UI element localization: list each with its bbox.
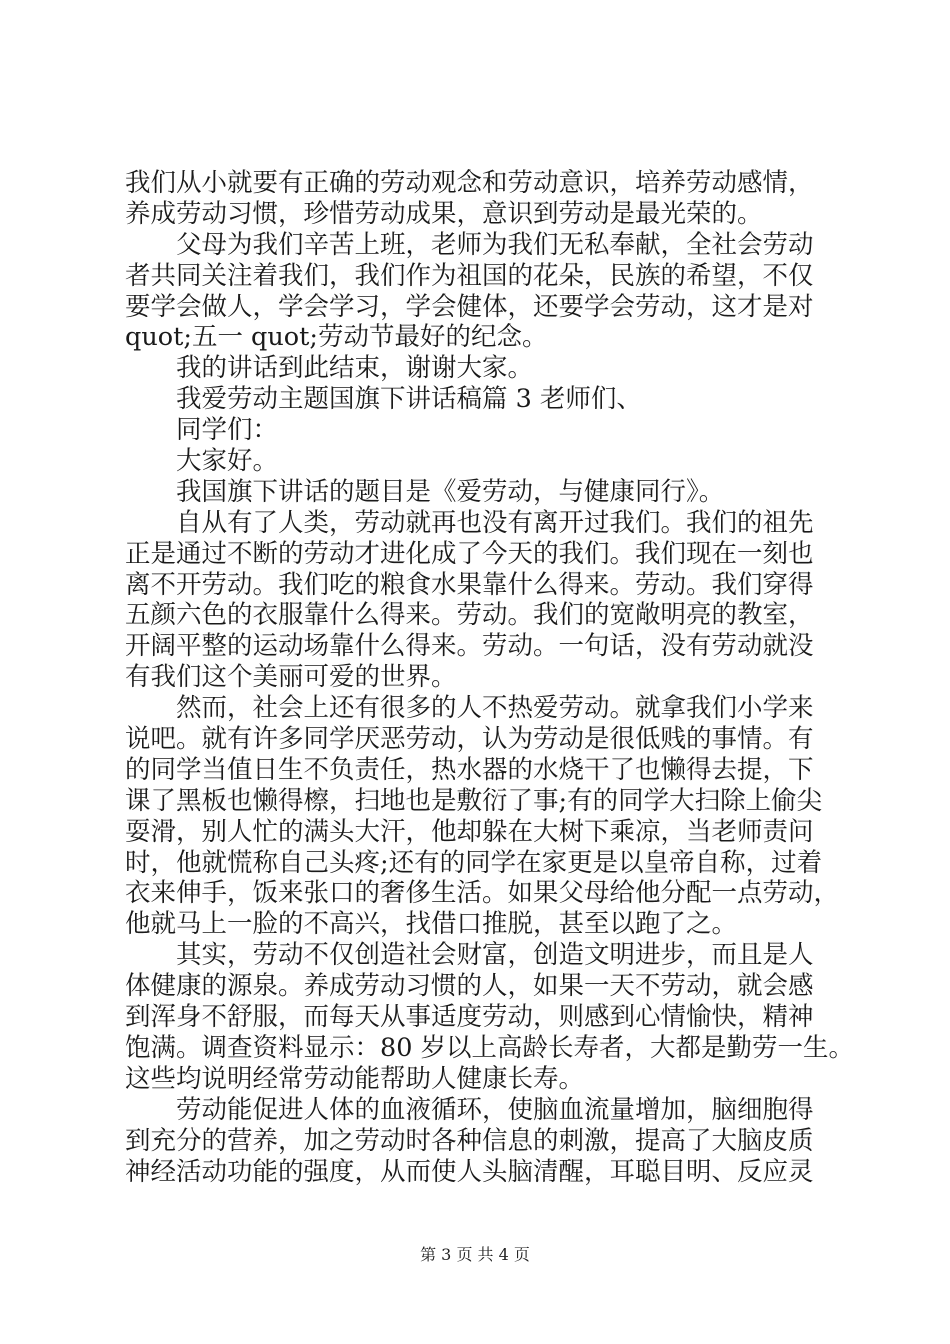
document-body <box>125 168 855 1187</box>
text-line: 神经活动功能的强度，从而使人头脑清醒，耳聪目明、反应灵 <box>125 1156 814 1187</box>
text-line: 其实，劳动不仅创造社会财富，创造文明进步，而且是人 <box>176 940 814 971</box>
text-line: 课了黑板也懒得檫，扫地也是敷衍了事;有的同学大扫除上偷尖 <box>125 785 823 816</box>
text-line: 时，他就慌称自己头疼;还有的同学在家更是以皇帝自称，过着 <box>125 847 823 878</box>
text-line: 父母为我们辛苦上班，老师为我们无私奉献，全社会劳动 <box>176 229 814 260</box>
text-line: 到浑身不舒服，而每天从事适度劳动，则感到心情愉快，精神 <box>125 1002 814 1033</box>
text-line: 这些均说明经常劳动能帮助人健康长寿。 <box>125 1063 585 1094</box>
text-line: 离不开劳动。我们吃的粮食水果靠什么得来。劳动。我们穿得 <box>125 569 814 600</box>
text-line: 养成劳动习惯，珍惜劳动成果，意识到劳动是最光荣的。 <box>125 198 763 229</box>
text-line: 衣来伸手，饭来张口的奢侈生活。如果父母给他分配一点劳动， <box>125 878 840 909</box>
text-line: 劳动能促进人体的血液循环，使脑血流量增加，脑细胞得 <box>176 1094 814 1125</box>
text-line: 正是通过不断的劳动才进化成了今天的我们。我们现在一刻也 <box>125 538 814 569</box>
text-line: 有我们这个美丽可爱的世界。 <box>125 662 457 693</box>
text-line: 我的讲话到此结束，谢谢大家。 <box>176 353 534 384</box>
text-line: 饱满。调查资料显示：80 岁以上高龄长寿者，大都是勤劳一生。 <box>125 1032 855 1063</box>
text-line: 大家好。 <box>176 446 279 477</box>
page-footer: 第 3 页 共 4 页 <box>420 1245 530 1264</box>
text-line: 我爱劳动主题国旗下讲话稿篇 3 老师们、 <box>176 384 642 415</box>
text-line: 的同学当值日生不负责任，热水器的水烧干了也懒得去提，下 <box>125 754 814 785</box>
text-line: 开阔平整的运动场靠什么得来。劳动。一句话，没有劳动就没 <box>125 631 814 662</box>
text-line: 他就马上一脸的不高兴，找借口推脱，甚至以跑了之。 <box>125 909 738 940</box>
text-line: 体健康的源泉。养成劳动习惯的人，如果一天不劳动，就会感 <box>125 971 814 1002</box>
text-line: 说吧。就有许多同学厌恶劳动，认为劳动是很低贱的事情。有 <box>125 724 814 755</box>
text-line: 同学们： <box>176 415 279 446</box>
text-line: 自从有了人类，劳动就再也没有离开过我们。我们的祖先 <box>176 507 814 538</box>
text-line: 要学会做人，学会学习，学会健体，还要学会劳动，这才是对 <box>125 291 814 322</box>
text-line: 然而，社会上还有很多的人不热爱劳动。就拿我们小学来 <box>176 693 814 724</box>
text-line: 到充分的营养，加之劳动时各种信息的刺激，提高了大脑皮质 <box>125 1125 814 1156</box>
text-line: quot;五一 quot;劳动节最好的纪念。 <box>125 322 548 353</box>
text-line: 者共同关注着我们，我们作为祖国的花朵，民族的希望，不仅 <box>125 260 814 291</box>
text-line: 我国旗下讲话的题目是《爱劳动，与健康同行》。 <box>176 476 725 507</box>
text-line: 耍滑，别人忙的满头大汗，他却躲在大树下乘凉，当老师责问 <box>125 816 814 847</box>
text-line: 五颜六色的衣服靠什么得来。劳动。我们的宽敞明亮的教室， <box>125 600 814 631</box>
text-line: 我们从小就要有正确的劳动观念和劳动意识，培养劳动感情， <box>125 168 814 198</box>
